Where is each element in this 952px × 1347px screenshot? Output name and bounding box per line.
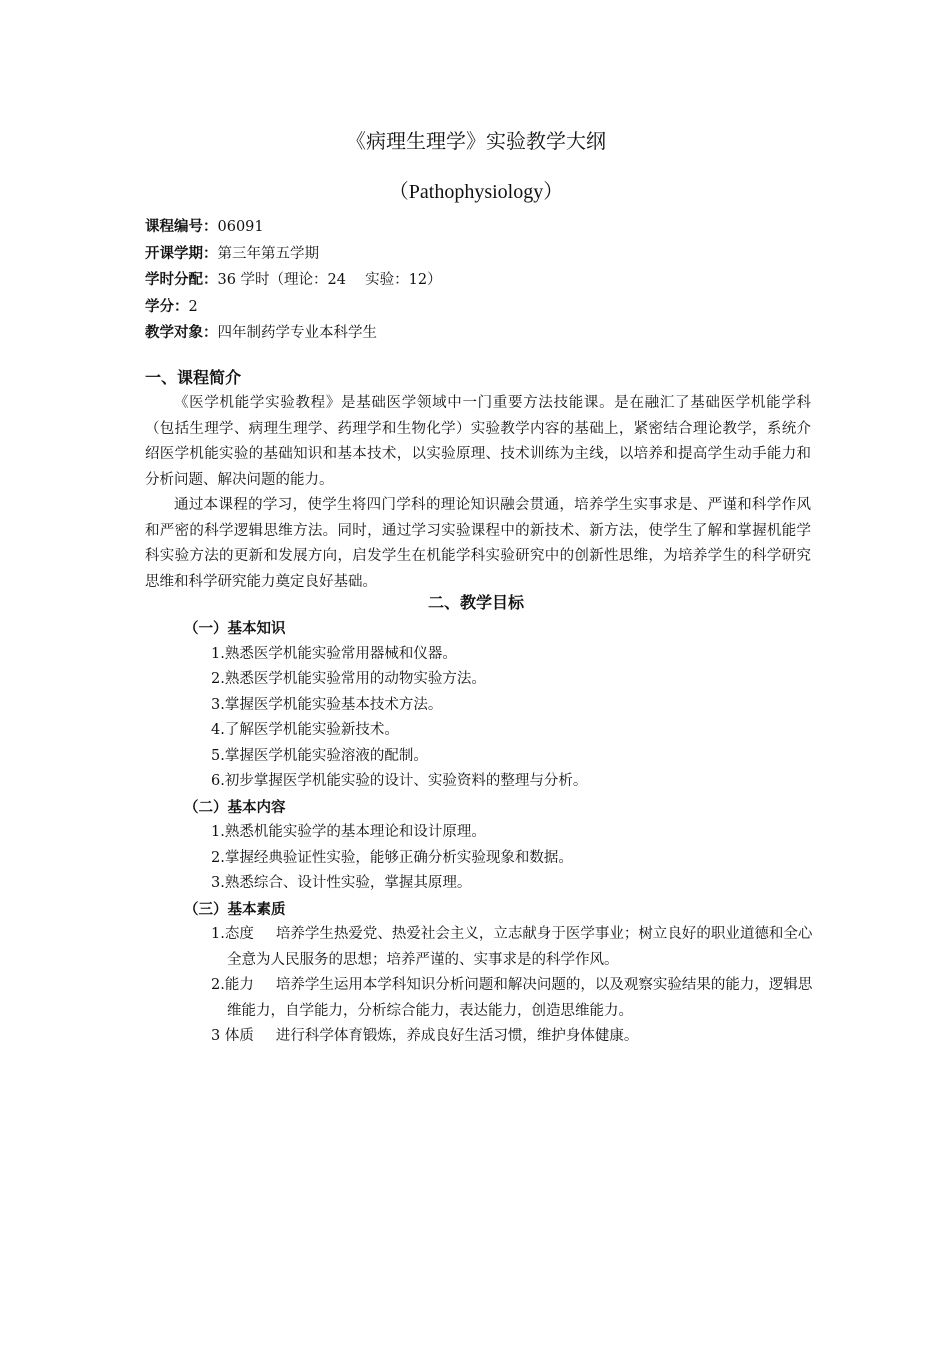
meta-value: 06091 — [217, 219, 264, 235]
course-info — [145, 214, 815, 347]
item-label: 2.能力 — [211, 977, 254, 993]
meta-label: 教学对象： — [145, 324, 218, 341]
subheading-content: （二）基本内容 — [184, 798, 286, 816]
course-intro — [145, 391, 811, 595]
section-heading-intro: 一、课程简介 — [145, 368, 242, 387]
list-item: 6.初步掌握医学机能实验的设计、实验资料的整理与分析。 — [211, 773, 588, 789]
meta-label: 学时分配： — [145, 271, 218, 288]
meta-label: 课程编号： — [145, 218, 218, 235]
audience-row — [145, 320, 815, 347]
intro-paragraph: 《医学机能学实验教程》是基础医学领域中一门重要方法技能课。是在融汇了基础医学机能学科（包括生理学、病理生理学、药理学和生物化学）实验教学内容的基础上，紧密结合理论教学，系统介绍医学机能实验的基础知识和基本技术，以实验原理、技术训练为主线，以培养和提高学生动手能力和分析问题、解决问题的能力。 — [145, 395, 811, 488]
list-item: 3.熟悉综合、设计性实验，掌握其原理。 — [211, 875, 472, 891]
intro-paragraph: 通过本课程的学习，使学生将四门学科的理论知识融会贯通，培养学生实事求是、严谨和科学作风和严密的科学逻辑思维方法。同时，通过学习实验课程中的新技术、新方法，使学生了解和掌握机能学科实验方法的更新和发展方向，启发学生在机能学科实验研究中的创新性思维，为培养学生的科学研究思维和科学研究能力奠定良好基础。 — [145, 497, 811, 590]
subheading-quality: （三）基本素质 — [184, 900, 286, 918]
credits-row — [145, 294, 815, 321]
hours-row — [145, 267, 815, 294]
meta-value: 36 学时（理论：24 实验：12） — [217, 272, 442, 288]
list-item — [184, 922, 814, 973]
list-item: 5.掌握医学机能实验溶液的配制。 — [211, 747, 428, 764]
list-item: 2.熟悉医学机能实验常用的动物实验方法。 — [211, 671, 486, 687]
item-text: 培养学生运用本学科知识分析问题和解决问题的，以及观察实验结果的能力，逻辑思维能力，自学能力，分析综合能力，表达能力，创造思维能力。 — [227, 977, 813, 1019]
list-item: 4.了解医学机能实验新技术。 — [211, 722, 399, 738]
list-item: 2.掌握经典验证性实验，能够正确分析实验现象和数据。 — [211, 849, 573, 866]
list-item: 1.熟悉机能实验学的基本理论和设计原理。 — [211, 824, 486, 840]
item-text: 进行科学体育锻炼，养成良好生活习惯，维护身体健康。 — [275, 1028, 639, 1044]
meta-label: 开课学期： — [145, 244, 218, 262]
meta-value: 四年制药学专业本科学生 — [217, 325, 377, 341]
subheading-knowledge: （一）基本知识 — [184, 620, 286, 637]
item-label: 1.态度 — [211, 926, 254, 942]
list-item — [184, 973, 814, 1024]
list-item: 1.熟悉医学机能实验常用器械和仪器。 — [211, 645, 457, 662]
list-item: 3.掌握医学机能实验基本技术方法。 — [211, 696, 443, 713]
teaching-goals — [184, 616, 814, 1050]
document-subtitle: （Pathophysiology） — [388, 181, 564, 203]
course-code-row — [145, 214, 815, 241]
meta-label: 学分： — [145, 297, 189, 315]
section-heading-goals: 二、教学目标 — [427, 593, 524, 612]
semester-row — [145, 241, 815, 268]
item-label: 3 体质 — [211, 1028, 254, 1044]
document-title: 《病理生理学》实验教学大纲 — [346, 129, 606, 153]
list-item — [184, 1024, 814, 1050]
item-text: 培养学生热爱党、热爱社会主义，立志献身于医学事业；树立良好的职业道德和全心全意为人民服务的思想；培养严谨的、实事求是的科学作风。 — [227, 926, 813, 968]
meta-value: 第三年第五学期 — [217, 245, 319, 262]
meta-value: 2 — [188, 298, 198, 315]
